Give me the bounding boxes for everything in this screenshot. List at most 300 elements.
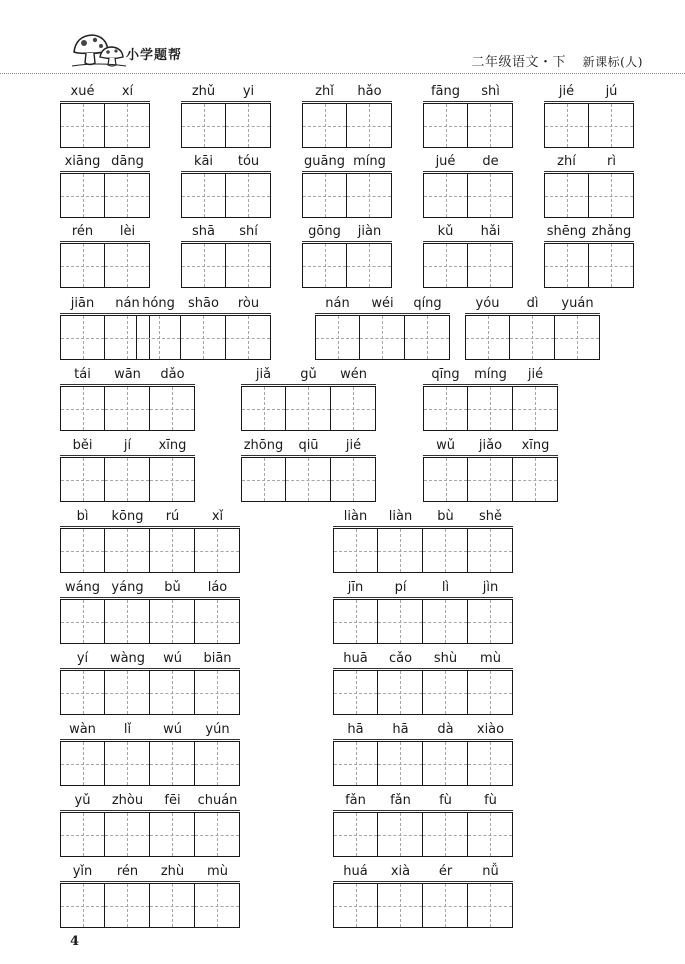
- pinyin-syllable: jīn: [347, 580, 364, 595]
- box-horizontal-guide: [347, 126, 391, 127]
- pinyin-syllable: yáng: [111, 580, 144, 595]
- character-writing-box[interactable]: [104, 103, 150, 148]
- pinyin-syllable: láo: [207, 580, 228, 595]
- pinyin-syllable: fāng: [430, 84, 461, 99]
- character-writing-box[interactable]: [194, 883, 240, 928]
- box-horizontal-guide: [468, 266, 512, 267]
- character-writing-box[interactable]: [467, 243, 513, 288]
- pinyin-syllable: shì: [481, 84, 500, 99]
- character-writing-box[interactable]: [467, 812, 513, 857]
- box-horizontal-guide: [61, 409, 104, 410]
- character-writing-box[interactable]: [285, 457, 331, 502]
- character-writing-box[interactable]: [194, 528, 240, 573]
- box-horizontal-guide: [378, 835, 422, 836]
- pinyin-syllable: guāng: [304, 154, 345, 169]
- word-group: [60, 366, 195, 432]
- character-writing-box[interactable]: [467, 103, 513, 148]
- pinyin-syllable: xǐ: [211, 509, 224, 524]
- word-group: [60, 792, 240, 858]
- pinyin-line: [333, 863, 513, 882]
- pinyin-line: [423, 366, 558, 385]
- pinyin-line: [315, 295, 450, 314]
- box-horizontal-guide: [105, 622, 149, 623]
- character-writing-box[interactable]: [149, 812, 195, 857]
- character-writing-box[interactable]: [377, 670, 423, 715]
- word-group: [302, 153, 392, 219]
- character-writing-box[interactable]: [377, 528, 423, 573]
- box-horizontal-guide: [424, 409, 467, 410]
- word-group: [302, 83, 392, 149]
- pinyin-line: [181, 153, 271, 172]
- pinyin-line: [302, 153, 392, 172]
- pinyin-syllable: biān: [203, 651, 232, 666]
- pinyin-syllable: fǎn: [345, 793, 366, 808]
- box-horizontal-guide: [286, 480, 330, 481]
- character-writing-box[interactable]: [467, 599, 513, 644]
- box-horizontal-guide: [334, 764, 377, 765]
- character-writing-box[interactable]: [377, 883, 423, 928]
- page-number: 4: [70, 934, 80, 949]
- pinyin-syllable: kǔ: [437, 224, 454, 239]
- pinyin-syllable: tóu: [237, 154, 260, 169]
- pinyin-syllable: huá: [343, 864, 368, 879]
- character-writing-box[interactable]: [467, 741, 513, 786]
- character-writing-box[interactable]: [241, 457, 286, 502]
- box-horizontal-guide: [468, 409, 512, 410]
- word-group: [333, 650, 513, 716]
- pinyin-line: [60, 83, 150, 102]
- character-writing-box[interactable]: [333, 599, 378, 644]
- box-horizontal-guide: [424, 266, 467, 267]
- word-group: [60, 437, 195, 503]
- character-writing-box[interactable]: [225, 243, 271, 288]
- box-horizontal-guide: [182, 126, 225, 127]
- box-horizontal-guide: [105, 266, 149, 267]
- character-writing-box[interactable]: [467, 173, 513, 218]
- character-writing-box[interactable]: [149, 670, 195, 715]
- pinyin-syllable: rén: [116, 864, 139, 879]
- character-writing-box[interactable]: [60, 243, 105, 288]
- pinyin-line: [60, 792, 240, 811]
- character-writing-box[interactable]: [60, 386, 105, 431]
- pinyin-syllable: shāo: [188, 296, 219, 311]
- word-group: [423, 153, 513, 219]
- word-group: [60, 153, 150, 219]
- box-horizontal-guide: [61, 835, 104, 836]
- box-horizontal-guide: [61, 764, 104, 765]
- character-writing-box[interactable]: [104, 812, 150, 857]
- character-writing-box[interactable]: [588, 103, 634, 148]
- box-horizontal-guide: [331, 480, 375, 481]
- character-writing-box[interactable]: [60, 315, 105, 360]
- character-writing-box[interactable]: [588, 173, 634, 218]
- character-writing-box[interactable]: [136, 315, 181, 360]
- character-writing-box[interactable]: [404, 315, 450, 360]
- character-writing-box[interactable]: [60, 528, 105, 573]
- box-horizontal-guide: [334, 551, 377, 552]
- pinyin-syllable: wǔ: [436, 438, 455, 453]
- character-writing-box[interactable]: [359, 315, 405, 360]
- character-writing-box[interactable]: [467, 528, 513, 573]
- box-horizontal-guide: [150, 551, 194, 552]
- box-horizontal-guide: [61, 126, 104, 127]
- character-writing-box[interactable]: [346, 243, 392, 288]
- character-writing-box[interactable]: [225, 315, 271, 360]
- pinyin-syllable: yǐn: [72, 864, 93, 879]
- pinyin-line: [333, 508, 513, 527]
- box-horizontal-guide: [195, 551, 239, 552]
- character-writing-box[interactable]: [423, 103, 468, 148]
- box-horizontal-guide: [468, 126, 512, 127]
- pinyin-line: [423, 83, 513, 102]
- pinyin-line: [241, 366, 376, 385]
- character-writing-box[interactable]: [422, 741, 468, 786]
- character-writing-box[interactable]: [422, 528, 468, 573]
- character-writing-box[interactable]: [588, 243, 634, 288]
- pinyin-syllable: qíng: [413, 296, 442, 311]
- box-horizontal-guide: [61, 338, 104, 339]
- word-group: [60, 223, 150, 289]
- box-horizontal-guide: [242, 409, 285, 410]
- pinyin-syllable: xīng: [158, 438, 187, 453]
- box-horizontal-guide: [61, 480, 104, 481]
- box-horizontal-guide: [468, 480, 512, 481]
- box-horizontal-guide: [423, 622, 467, 623]
- pinyin-syllable: míng: [353, 154, 386, 169]
- character-writing-box[interactable]: [467, 457, 513, 502]
- character-writing-box[interactable]: [60, 741, 105, 786]
- box-horizontal-guide: [195, 693, 239, 694]
- box-horizontal-guide: [334, 906, 377, 907]
- character-writing-box[interactable]: [544, 103, 589, 148]
- pinyin-syllable: bì: [76, 509, 89, 524]
- pinyin-syllable: xīng: [521, 438, 550, 453]
- pinyin-syllable: wàng: [109, 651, 146, 666]
- box-horizontal-guide: [545, 266, 588, 267]
- pinyin-line: [333, 579, 513, 598]
- character-writing-box[interactable]: [60, 599, 105, 644]
- character-writing-box[interactable]: [302, 243, 347, 288]
- pinyin-syllable: xiào: [476, 722, 505, 737]
- pinyin-line: [333, 721, 513, 740]
- character-writing-box[interactable]: [544, 173, 589, 218]
- word-group: [544, 83, 634, 149]
- character-writing-box[interactable]: [422, 812, 468, 857]
- pinyin-syllable: dāng: [111, 154, 144, 169]
- word-group: [60, 721, 240, 787]
- pinyin-syllable: wén: [340, 367, 367, 382]
- box-horizontal-guide: [61, 266, 104, 267]
- pinyin-syllable: yí: [76, 651, 89, 666]
- character-writing-box[interactable]: [60, 812, 105, 857]
- pinyin-syllable: ròu: [237, 296, 260, 311]
- box-horizontal-guide: [424, 196, 467, 197]
- character-writing-box[interactable]: [181, 243, 226, 288]
- pinyin-syllable: lì: [441, 580, 450, 595]
- pinyin-line: [333, 792, 513, 811]
- character-writing-box[interactable]: [467, 670, 513, 715]
- character-writing-box[interactable]: [104, 243, 150, 288]
- word-group: [544, 153, 634, 219]
- word-group: [181, 223, 271, 289]
- pinyin-syllable: wān: [114, 367, 141, 382]
- pinyin-syllable: zhǔ: [191, 84, 216, 99]
- pinyin-syllable: jié: [558, 84, 575, 99]
- box-horizontal-guide: [61, 196, 104, 197]
- pinyin-syllable: jué: [435, 154, 456, 169]
- character-writing-box[interactable]: [465, 315, 510, 360]
- character-writing-box[interactable]: [330, 457, 376, 502]
- pinyin-syllable: lèi: [119, 224, 136, 239]
- character-writing-box[interactable]: [104, 670, 150, 715]
- word-group: [423, 83, 513, 149]
- pinyin-line: [423, 153, 513, 172]
- character-writing-box[interactable]: [512, 386, 558, 431]
- box-horizontal-guide: [347, 196, 391, 197]
- pinyin-syllable: shēng: [546, 224, 587, 239]
- box-horizontal-guide: [226, 266, 270, 267]
- pinyin-line: [544, 153, 634, 172]
- character-writing-box[interactable]: [423, 386, 468, 431]
- word-group: [181, 83, 271, 149]
- box-horizontal-guide: [61, 622, 104, 623]
- pinyin-syllable: zhǐ: [315, 84, 334, 99]
- box-horizontal-guide: [195, 835, 239, 836]
- pinyin-syllable: shí: [239, 224, 258, 239]
- character-writing-box[interactable]: [333, 883, 378, 928]
- character-writing-box[interactable]: [509, 315, 555, 360]
- box-horizontal-guide: [468, 906, 512, 907]
- pinyin-line: [333, 650, 513, 669]
- character-writing-box[interactable]: [104, 457, 150, 502]
- character-writing-box[interactable]: [225, 173, 271, 218]
- box-horizontal-guide: [61, 693, 104, 694]
- pinyin-syllable: kāi: [193, 154, 214, 169]
- box-horizontal-guide: [334, 622, 377, 623]
- pinyin-syllable: rú: [165, 509, 180, 524]
- pinyin-syllable: xià: [390, 864, 411, 879]
- box-horizontal-guide: [545, 126, 588, 127]
- pinyin-line: [60, 721, 240, 740]
- character-writing-box[interactable]: [346, 173, 392, 218]
- box-horizontal-guide: [423, 906, 467, 907]
- character-writing-box[interactable]: [554, 315, 600, 360]
- box-horizontal-guide: [303, 196, 346, 197]
- pinyin-line: [544, 83, 634, 102]
- box-horizontal-guide: [405, 338, 449, 339]
- pinyin-line: [60, 863, 240, 882]
- pinyin-syllable: jié: [527, 367, 544, 382]
- pinyin-syllable: shě: [478, 509, 502, 524]
- character-writing-box[interactable]: [149, 457, 195, 502]
- character-writing-box[interactable]: [149, 741, 195, 786]
- character-writing-box[interactable]: [60, 173, 105, 218]
- character-writing-box[interactable]: [104, 599, 150, 644]
- character-writing-box[interactable]: [180, 315, 226, 360]
- character-writing-box[interactable]: [423, 243, 468, 288]
- box-horizontal-guide: [195, 622, 239, 623]
- pinyin-syllable: jìn: [482, 580, 499, 595]
- pinyin-syllable: fù: [439, 793, 452, 808]
- character-writing-box[interactable]: [377, 599, 423, 644]
- pinyin-line: [465, 295, 600, 314]
- pinyin-syllable: jú: [605, 84, 618, 99]
- pinyin-syllable: jiàn: [357, 224, 382, 239]
- character-writing-box[interactable]: [225, 103, 271, 148]
- pinyin-syllable: běi: [72, 438, 93, 453]
- pinyin-syllable: bù: [437, 509, 454, 524]
- character-writing-box[interactable]: [60, 883, 105, 928]
- character-writing-box[interactable]: [241, 386, 286, 431]
- pinyin-syllable: zhōng: [243, 438, 284, 453]
- character-writing-box[interactable]: [346, 103, 392, 148]
- pinyin-syllable: zhí: [557, 154, 576, 169]
- word-group: [60, 650, 240, 716]
- word-group: [181, 153, 271, 219]
- word-group: [423, 366, 558, 432]
- character-writing-box[interactable]: [149, 599, 195, 644]
- pinyin-line: [544, 223, 634, 242]
- character-writing-box[interactable]: [194, 670, 240, 715]
- box-horizontal-guide: [303, 266, 346, 267]
- word-group: [241, 366, 376, 432]
- box-horizontal-guide: [360, 338, 404, 339]
- pinyin-syllable: shā: [192, 224, 215, 239]
- pinyin-line: [181, 223, 271, 242]
- character-writing-box[interactable]: [377, 812, 423, 857]
- character-writing-box[interactable]: [333, 670, 378, 715]
- character-writing-box[interactable]: [104, 528, 150, 573]
- pinyin-line: [60, 223, 150, 242]
- character-writing-box[interactable]: [194, 812, 240, 857]
- character-writing-box[interactable]: [467, 386, 513, 431]
- box-horizontal-guide: [423, 764, 467, 765]
- character-writing-box[interactable]: [149, 386, 195, 431]
- box-horizontal-guide: [468, 835, 512, 836]
- character-writing-box[interactable]: [333, 528, 378, 573]
- pinyin-syllable: hā: [392, 722, 409, 737]
- box-horizontal-guide: [242, 480, 285, 481]
- box-horizontal-guide: [105, 480, 149, 481]
- pinyin-syllable: wàn: [69, 722, 96, 737]
- character-writing-box[interactable]: [104, 173, 150, 218]
- pinyin-syllable: hǎi: [480, 224, 501, 239]
- box-horizontal-guide: [378, 764, 422, 765]
- pinyin-syllable: yuán: [561, 296, 594, 311]
- character-writing-box[interactable]: [149, 883, 195, 928]
- character-writing-box[interactable]: [60, 670, 105, 715]
- character-writing-box[interactable]: [422, 599, 468, 644]
- character-writing-box[interactable]: [104, 386, 150, 431]
- word-group: [465, 295, 600, 361]
- character-writing-box[interactable]: [104, 883, 150, 928]
- character-writing-box[interactable]: [423, 173, 468, 218]
- box-horizontal-guide: [468, 764, 512, 765]
- box-horizontal-guide: [303, 126, 346, 127]
- character-writing-box[interactable]: [330, 386, 376, 431]
- character-writing-box[interactable]: [423, 457, 468, 502]
- box-horizontal-guide: [150, 906, 194, 907]
- pinyin-syllable: xí: [121, 84, 134, 99]
- box-horizontal-guide: [150, 693, 194, 694]
- box-horizontal-guide: [555, 338, 599, 339]
- pinyin-syllable: gōng: [308, 224, 341, 239]
- box-horizontal-guide: [316, 338, 359, 339]
- character-writing-box[interactable]: [104, 741, 150, 786]
- pinyin-syllable: dì: [526, 296, 539, 311]
- character-writing-box[interactable]: [302, 173, 347, 218]
- word-group: [60, 579, 240, 645]
- box-horizontal-guide: [105, 196, 149, 197]
- box-horizontal-guide: [510, 338, 554, 339]
- character-writing-box[interactable]: [285, 386, 331, 431]
- character-writing-box[interactable]: [467, 883, 513, 928]
- box-horizontal-guide: [286, 409, 330, 410]
- word-group: [333, 863, 513, 929]
- box-horizontal-guide: [226, 126, 270, 127]
- pinyin-syllable: yóu: [475, 296, 500, 311]
- box-horizontal-guide: [423, 551, 467, 552]
- character-writing-box[interactable]: [333, 741, 378, 786]
- box-horizontal-guide: [150, 835, 194, 836]
- character-writing-box[interactable]: [333, 812, 378, 857]
- pinyin-syllable: dà: [437, 722, 454, 737]
- character-writing-box[interactable]: [194, 741, 240, 786]
- box-horizontal-guide: [182, 266, 225, 267]
- pinyin-line: [60, 366, 195, 385]
- brand-name: 小学题帮: [126, 48, 183, 63]
- character-writing-box[interactable]: [181, 103, 226, 148]
- box-horizontal-guide: [105, 409, 149, 410]
- pinyin-syllable: yún: [205, 722, 230, 737]
- character-writing-box[interactable]: [422, 670, 468, 715]
- character-writing-box[interactable]: [512, 457, 558, 502]
- box-horizontal-guide: [589, 126, 633, 127]
- box-horizontal-guide: [378, 551, 422, 552]
- box-horizontal-guide: [468, 622, 512, 623]
- pinyin-syllable: rì: [607, 154, 616, 169]
- character-writing-box[interactable]: [149, 528, 195, 573]
- pinyin-syllable: hā: [347, 722, 364, 737]
- pinyin-syllable: jié: [345, 438, 362, 453]
- box-horizontal-guide: [545, 196, 588, 197]
- word-group: [544, 223, 634, 289]
- pinyin-syllable: zhǎng: [591, 224, 632, 239]
- pinyin-syllable: nán: [115, 296, 140, 311]
- character-writing-box[interactable]: [60, 103, 105, 148]
- pinyin-syllable: nǚ: [482, 864, 499, 879]
- box-horizontal-guide: [334, 693, 377, 694]
- character-writing-box[interactable]: [544, 243, 589, 288]
- character-writing-box[interactable]: [302, 103, 347, 148]
- character-writing-box[interactable]: [422, 883, 468, 928]
- pinyin-syllable: zhù: [160, 864, 185, 879]
- character-writing-box[interactable]: [60, 457, 105, 502]
- pinyin-syllable: de: [482, 154, 499, 169]
- word-group: [315, 295, 450, 361]
- box-horizontal-guide: [105, 693, 149, 694]
- box-horizontal-guide: [105, 551, 149, 552]
- pinyin-line: [60, 153, 150, 172]
- pinyin-syllable: bǔ: [164, 580, 181, 595]
- pinyin-line: [60, 437, 195, 456]
- character-writing-box[interactable]: [315, 315, 360, 360]
- character-writing-box[interactable]: [194, 599, 240, 644]
- character-writing-box[interactable]: [181, 173, 226, 218]
- box-horizontal-guide: [150, 764, 194, 765]
- box-horizontal-guide: [61, 906, 104, 907]
- character-writing-box[interactable]: [377, 741, 423, 786]
